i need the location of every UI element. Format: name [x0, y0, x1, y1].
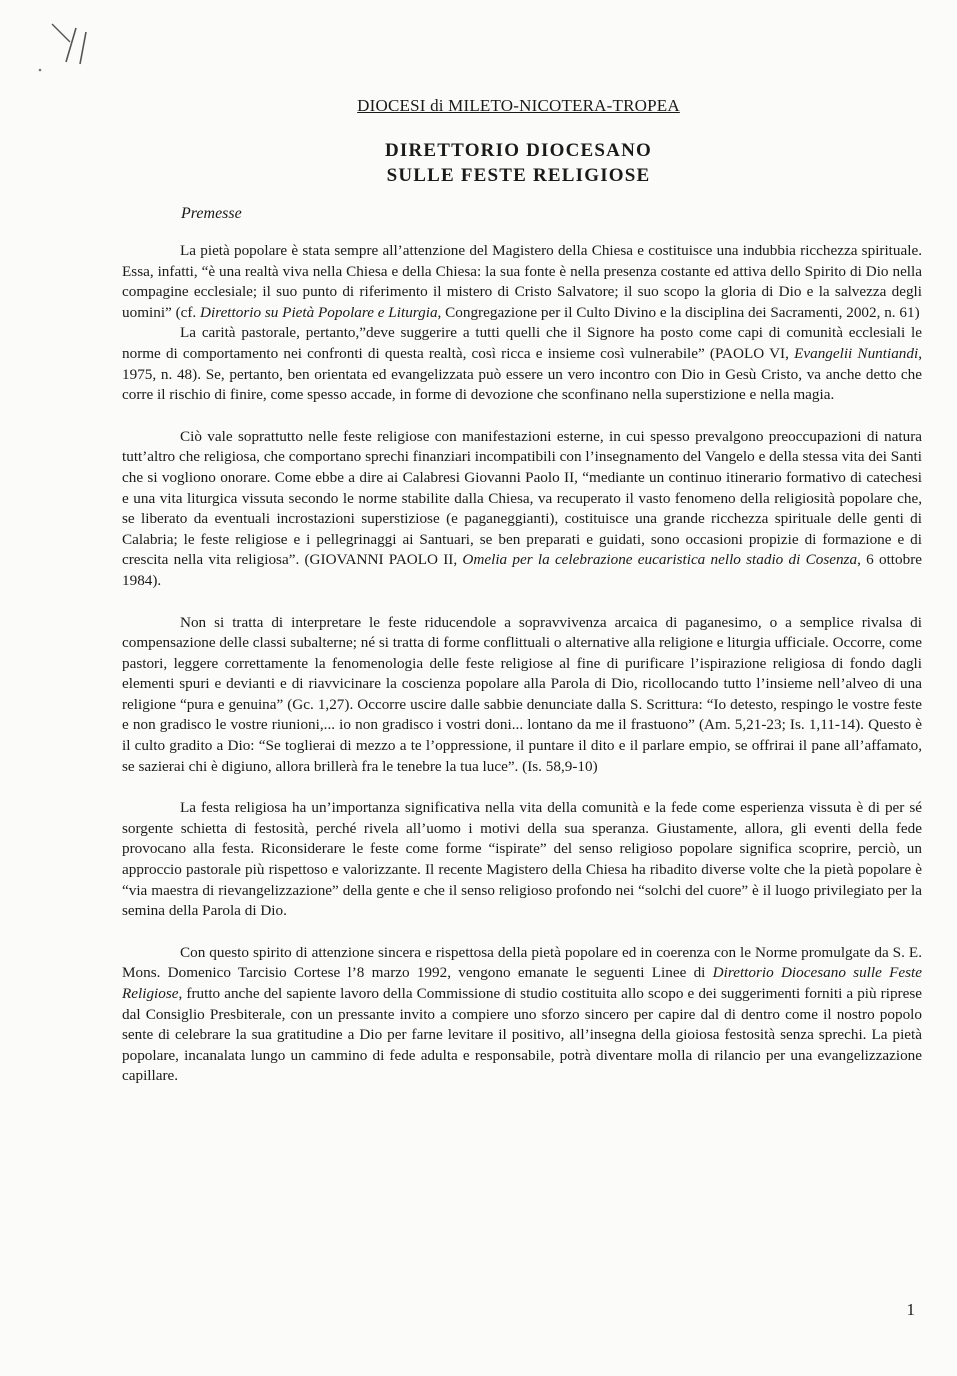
paragraph-3-citation: Omelia per la celebrazione eucaristica nello stadio di Cosenza [462, 551, 858, 569]
paragraph-3-text: Ciò vale soprattutto nelle feste religiose con manifestazioni esterne, in cui spesso prevalgono preoccupazioni di natura tutt’altro che religiosa, che comportano sprechi finanziari incompatibili con l’insegnamento del Vangelo e della stessa vita dei Santi che si vogliono onorare. Come ebbe a dire ai Calabresi Giovanni Paolo II, “mediante un continuo itinerario formativo di catechesi e una vita liturgica vissuta secondo le norme stabilite dalla Chiesa, va recuperato il vasto fenomeno della religiosità popolare che, se liberato da eventuali incrostazioni superstiziose (e paganeggianti), costituisce una grande ricchezza spirituale delle genti di Calabria; le feste religiose e i pellegrinaggi ai Santuari, se ben preparati e guidati, sono occasioni propizie di formazione e di crescita nella vita religiosa”. (GIOVANNI PAOLO II, [122, 427, 922, 569]
paragraph-4: Non si tratta di interpretare le feste riducendole a sopravvivenza arcaica di paganesimo, o a semplice rivalsa di compensazione delle classi subalterne; né si tratta di forme conflittuali o alternative alla religione e liturgia ufficiale. Occorre, come pastori, leggere correttamente la fenomenologia delle feste religiose al fine di purificare l’ispirazione religiosa di fondo dagli elementi spuri e devianti e di riavvicinare la coscienza popolare alla Parola di Dio, ricollocando tutto l’insieme nell’alveo di una religione “pura e genuina” (Gc. 1,27). Occorre uscire dalle sabbie denunciate dalla S. Scrittura: “Io detesto, respingo le vostre feste e non gradisco le vostre riunioni,... io non gradisco i vostri doni... lontano da me il frastuono” (Am. 5,21-23; Is. 1,11-14). Questo è il culto gradito a Dio: “Se toglierai di mezzo a te l’oppressione, il puntare il dito e il parlare empio, se offrirai il pane all’affamato, se sazierai chi è digiuno, allora brillerà fra le tenebre la tua luce”. (Is. 58,9-10) [122, 613, 922, 775]
paragraph-1-citation: Direttorio su Pietà Popolare e Liturgia [200, 303, 438, 321]
document-title [0, 138, 957, 188]
paragraph-5: La festa religiosa ha un’importanza significativa nella vita della comunità e la fede come esperienza vissuta è di per sé sorgente schietta di festosità, perché rivela all’uomo i motivi della sua speranza. Giustamente, allora, gli eventi della fede provocano alla festa. Riconsiderare le feste come forme “ispirate” del senso religioso popolare significa scoprire, perciò, un approccio pastorale più rispettoso e valorizzante. Il recente Magistero della Chiesa ha ribadito diverse volte che la pietà popolare è “via maestra di rievangelizzazione” della gente e che il senso religioso profondo nei “solchi del cuore” è il luogo privilegiato per la semina della Parola di Dio. [122, 799, 922, 920]
paragraph-2 [122, 323, 922, 405]
paragraph-2-citation: Evangelii Nuntiandi [794, 344, 919, 362]
paragraph-6-citation: Direttorio Diocesano sulle Feste Religiose [122, 964, 923, 1002]
document-body [122, 241, 922, 1087]
paragraph-6 [122, 943, 922, 1087]
paragraph-3 [122, 427, 922, 592]
paragraph-1 [122, 241, 922, 323]
paragraph-1-text: La pietà popolare è stata sempre all’attenzione del Magistero della Chiesa e costituisce una indubbia ricchezza spirituale. Essa, infatti, “è una realtà viva nella Chiesa e della Chiesa: la sua fonte è nella presenza costante ed attiva dello Spirito di Dio nella compagine ecclesiale; il suo punto di riferimento il mistero di Cristo Salvatore; il suo scopo la gloria di Dio e la salvezza degli uomini” (cf. [122, 242, 922, 321]
paragraph-1-text-end: , Congregazione per il Culto Divino e la disciplina dei Sacramenti, 2002, n. 61) [437, 303, 920, 321]
paragraph-2-text-end: , 1975, n. 48). Se, pertanto, ben orientata ed evangelizzata può essere un vero incontro con Dio in Gesù Cristo, va anche detto che corre il rischio di finire, come spesso accade, in forme di devozione che sconfinano nella superstizione e nella magia. [122, 344, 922, 404]
paragraph-2-text: La carità pastorale, pertanto,”deve suggerire a tutti quelli che il Signore ha posto come capi di comunità ecclesiali le norme di comportamento nei confronti di questa realtà, così ricca e insieme così vulnerabile” (PAOLO VI, [122, 324, 922, 362]
paragraph-3-text-end: , 6 ottobre 1984). [122, 551, 922, 589]
page-number: 1 [906, 1300, 915, 1319]
title-line-1: DIRETTORIO DIOCESANO [384, 140, 652, 161]
paragraph-6-text: Con questo spirito di attenzione sincera e rispettosa della pietà popolare ed in coerenza con le Norme promulgate da S. E. Mons. Domenico Tarcisio Cortese l’8 marzo 1992, vengono emanate le seguenti Linee di [122, 943, 922, 982]
title-line-2: SULLE FESTE RELIGIOSE [386, 165, 651, 186]
paragraph-6-text-end: , frutto anche del sapiente lavoro della Commissione di studio costituita allo scopo e dei suggerimenti forniti a più riprese dal Consiglio Presbiterale, con un pressante invito a compiere uno sforzo sincero per capire dal di dentro come il nostro popolo sente di celebrare la sua gratitudine a Dio per farne levitare il positivo, all’insegna della gioiosa festosità senza sprechi. La pietà popolare, incanalata lungo un cammino di fede adulta e responsabile, potrà diventare molla di rilancio per una evangelizzazione capillare. [122, 985, 922, 1085]
handwritten-mark [30, 18, 100, 78]
diocese-heading: DIOCESI di MILETO-NICOTERA-TROPEA [357, 96, 680, 115]
section-heading: Premesse [181, 205, 242, 222]
